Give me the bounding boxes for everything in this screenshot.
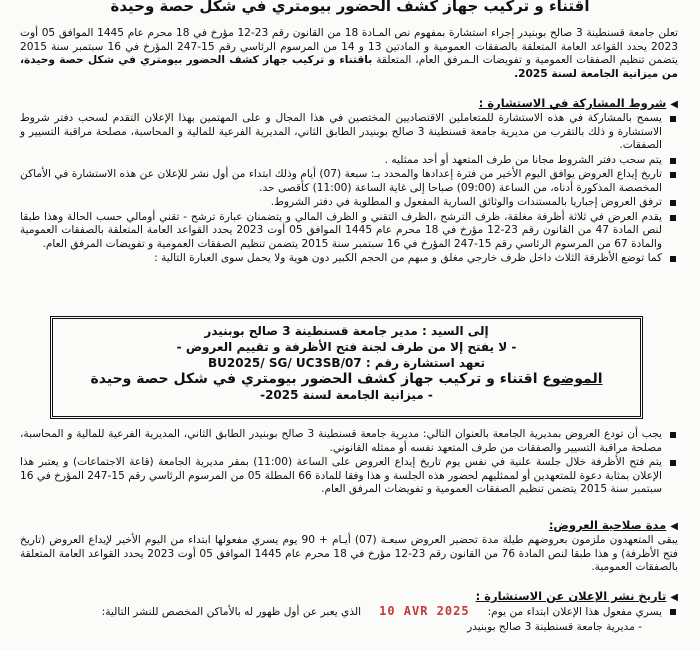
envelope-budget: - ميزانية الجامعة لسنة 2025- — [260, 388, 433, 402]
square-bullet-icon — [670, 432, 676, 438]
square-bullet-icon — [670, 609, 676, 615]
square-bullet-icon — [670, 200, 676, 206]
envelope-label-box — [50, 316, 643, 419]
list-item: ترفق العروض إجباريا بالمستندات والوثائق السارية المفعول و المطلوبة في دفتر الشروط. — [20, 196, 678, 210]
arrow-bullet-icon: ◀ — [670, 99, 678, 110]
intro-text: تعلن جامعة قسنطينة 3 صالح بوبنيدر إجراء استشارة بمفهوم نص المـادة 18 من القانون رقم 23-12 مؤرخ في 18 محرم عام 1445 الموافق 05 أوت 2023 يحدد القواعد العامة المتعلقة بالصفقات العمومية و المادتين 13 و 14 من المرسوم الرئاسي رقم 15-247 المؤرخ في 16 سبتمبر سنة 2015 يتضمن تنظيم الصفقات العمومية و تفويضات الـمرفق العام، المتعلقة — [20, 27, 679, 67]
publication-section — [20, 589, 678, 634]
list-item: يتم سحب دفتر الشروط مجانا من طرف المتعهد أو أحد ممثليه . — [20, 154, 678, 168]
square-bullet-icon — [670, 460, 676, 466]
publication-heading: ◀تاريخ نشر الإعلان عن الاستشارة : — [475, 589, 678, 603]
arrow-bullet-icon: ◀ — [670, 521, 678, 532]
deposit-section — [20, 428, 678, 498]
deposit-list — [20, 428, 678, 497]
arrow-bullet-icon: ◀ — [670, 592, 678, 603]
document-title: اقتناء و تركيب جهاز كشف الحضور بيومتري في شكل حصة وحيدة — [110, 0, 590, 15]
validity-text: يبقى المتعهدون ملزمون بعروضهم طيلة مدة تحضير العروض سبعـة (07) أيـام + 90 يوم يسري مفعولها ابتداء من اليوم الأخير لإيداع العروض (تاريخ فتح الأظرفة) و هذا طبقا لنص المادة 76 من القانون رقم 23-12 مؤرخ في 18 محرم عام 1445 الموافق 05 أوت 2023 يحدد القواعد العامة المتعلقة بالصفقات العمومية. — [20, 534, 678, 573]
participation-section — [20, 96, 678, 267]
participation-heading: ◀شروط المشاركة في الاستشارة : — [478, 96, 678, 110]
date-stamp: 10 AVR 2025 — [379, 604, 470, 618]
list-item: يسمح بالمشاركة في هذه الاستشارة للمتعاملين الاقتصاديين المختصين في هذا المجال و على المهتمين بهذا الإعلان التقدم لسحب دفتر شروط الاستشارة و ذلك بالتقرب من مديرية جامعة قسنطينة 3 صالح بوبنيدر الطابق الثاني، المديرية الفرعية للمالية و المحاسبة، مصلحة مراقبة التسيير و الصفقات. — [20, 112, 678, 153]
envelope-consultation-number: تعهد استشارة رقم : BU2025/ SG/ UC3SB/07 — [207, 356, 486, 370]
validity-heading: ◀مدة صلاحية العروض: — [548, 518, 678, 532]
validity-section — [20, 518, 678, 575]
square-bullet-icon — [670, 256, 676, 262]
envelope-subject: الموضوع اقتناء و تركيب جهاز كشف الحضور بيومتري في شكل حصة وحيدة — [90, 371, 603, 387]
publication-place: - مديرية جامعة قسنطينة 3 صالح بوبنيدر — [467, 620, 642, 633]
square-bullet-icon — [670, 116, 676, 122]
list-item: تاريخ إيداع العروض يوافق اليوم الأخير من فترة إعدادها والمحدد بـ: سبعة (07) أيام وذلك ابتداء من أول نشر للإعلان عن هذه الاستشارة في الأماكن المخصصة المذكورة أدناه، من الساعة (09:00) صباحا إلى غاية الساعة (11:00) كأقصى حد. — [20, 168, 678, 195]
list-item: يتم فتح الأظرفة خلال جلسة علنية في نفس يوم تاريخ إيداع العروض على الساعة (11:00) بمقر مديرية الجامعة (قاعة الاجتماعات) و يعتبر هذا الإعلان بمثابة دعوة للمتعهدين أو لممثليهم لحضور هذه الجلسة و هذا وفقا للمادة 66 المطلة 05 من المرسوم الرئاسي رقم 15-247 المؤرخ في 16 سبتمبر سنة 2015 يتضمن تنظيم الصفقات العمومية و تفويضات المرفق العام. — [20, 456, 678, 497]
list-item: يجب أن تودع العروض بمديرية الجامعة بالعنوان التالي: مديرية جامعة قسنطينة 3 صالح بوبنيدر الطابق الثاني، المديرية الفرعية للمالية و المحاسبة، مصلحة مراقبة التسيير والصفقات من طرف المتعهد نفسه أو ممثله القانوني. — [20, 428, 678, 455]
list-item: يقدم العرض في ثلاثة أظرفة مغلقة، ظرف الترشح ،الظرف التقني و الظرف المالي و يتضمنان عبارة ترشح - تقني أومالي حسب الحالة وهذا طبقا لنص المادة 47 من القانون رقم 23-12 مؤرخ في 18 محرم عام 1445 الموافق 05 أوت 2023 يحدد القواعد العامة المتعلقة بالصفقات العمومية والمادة 67 من المرسوم الرئاسي رقم 15-247 المؤرخ في 16 سبتمبر سنة 2015 يتضمن تنظيم الصفقات العمومية و تفويضات المرفق العام. — [20, 211, 678, 252]
square-bullet-icon — [670, 158, 676, 164]
square-bullet-icon — [670, 172, 676, 178]
square-bullet-icon — [670, 215, 676, 221]
intro-paragraph — [20, 27, 678, 81]
envelope-warning: - لا يفتح إلا من طرف لجنة فتح الأظرفة و تقييم العروض - — [176, 340, 517, 354]
publication-list — [20, 605, 678, 620]
list-item: يسري مفعول هذا الإعلان ابتداء من يوم:10 AVR 2025الذي يعبر عن أول ظهور له بالأماكن المخصص للنشر التالية: — [20, 605, 678, 620]
participation-list — [20, 112, 678, 266]
envelope-addressee: إلى السيد : مدير جامعة قسنطينة 3 صالح بوبنيدر — [204, 324, 489, 338]
list-item: كما توضع الأظرفة الثلاث داخل ظرف خارجي مغلق و مبهم من الحجم الكبير دون هوية ولا يحمل سوى العبارة التالية : — [20, 252, 678, 266]
intro-text-bold: باقتناء و تركيب جهاز كشف الحضور بيومتري في شكل حصة وحيدة، من ميزانية الجامعة لسنة 2025. — [20, 54, 678, 80]
